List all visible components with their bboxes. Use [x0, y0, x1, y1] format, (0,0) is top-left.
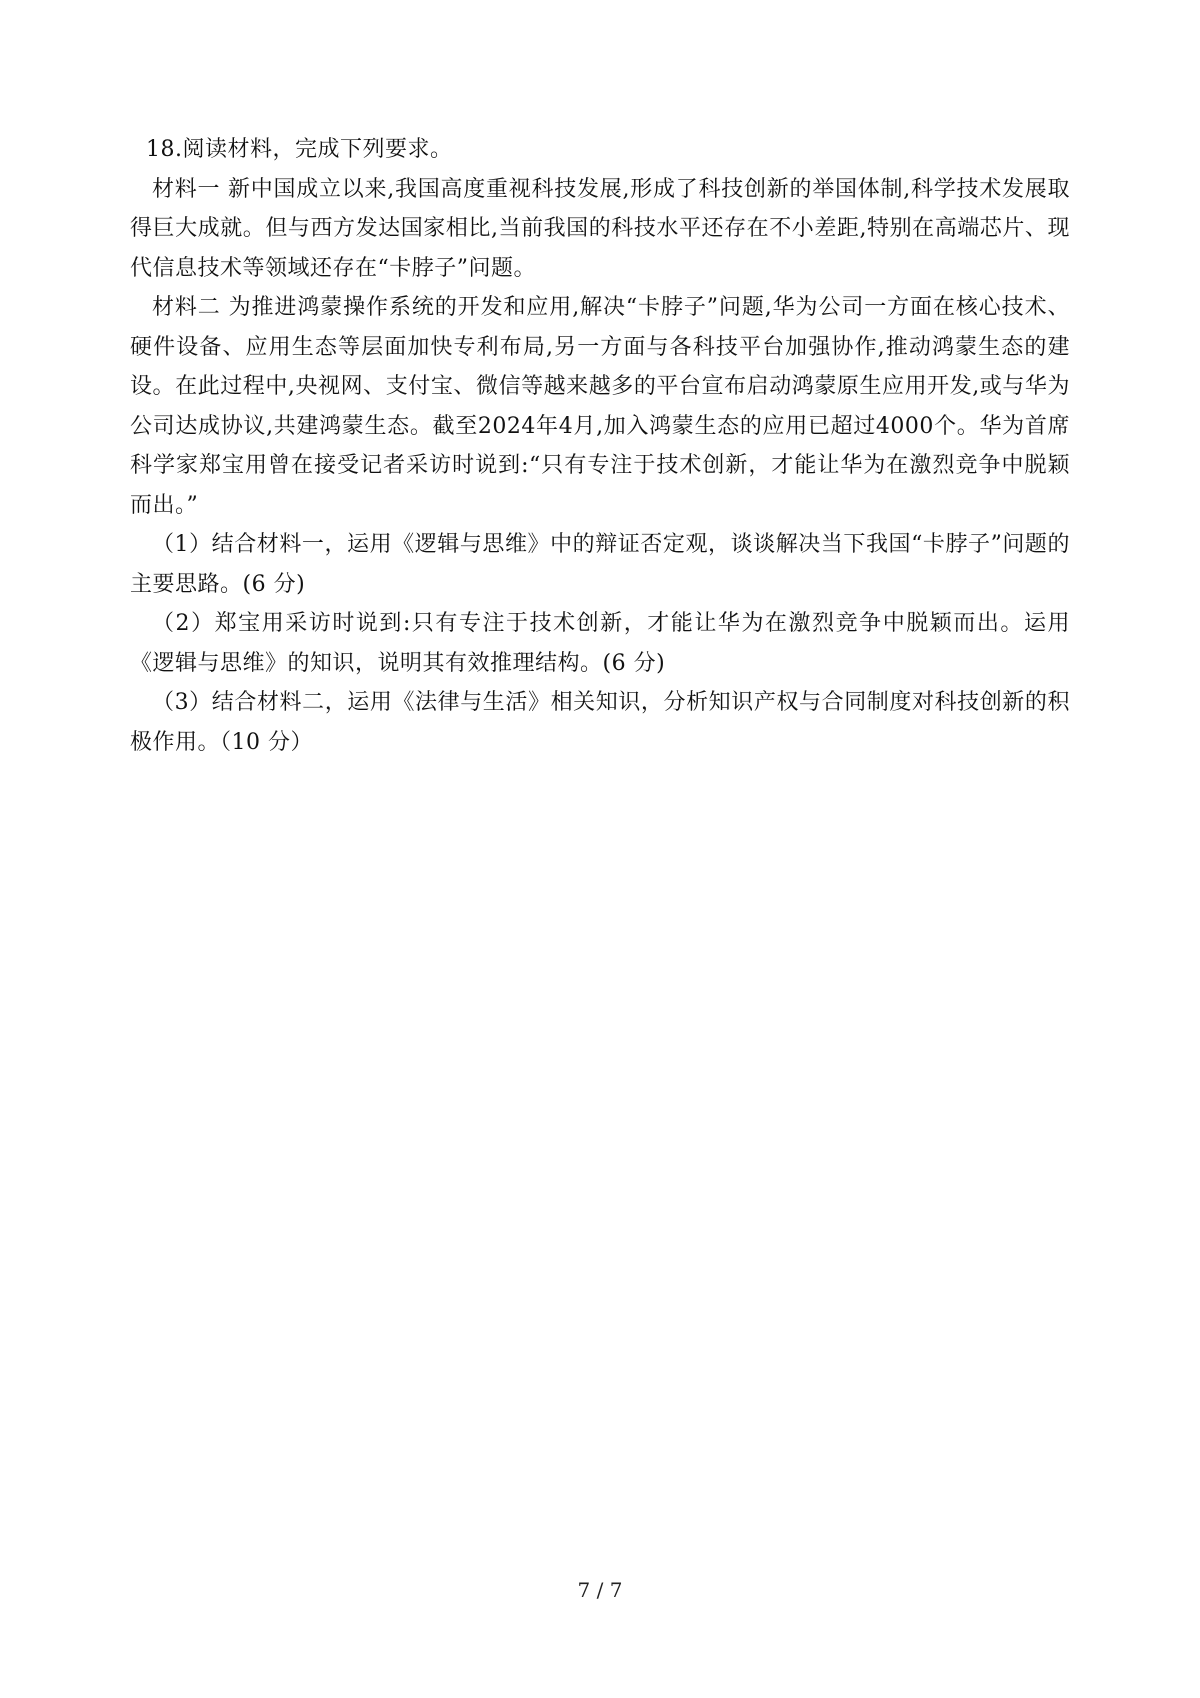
- material-two: 材料二 为推进鸿蒙操作系统的开发和应用,解决“卡脖子”问题,华为公司一方面在核心技术、硬件设备、应用生态等层面加快专利布局,另一方面与各科技平台加强协作,推动鸿蒙生态的建设。在此过程中,央视网、支付宝、微信等越来越多的平台宣布启动鸿蒙原生应用开发,或与华为公司达成协议,共建鸿蒙生态。截至2024年4月,加入鸿蒙生态的应用已超过4000个。华为首席科学家郑宝用曾在接受记者采访时说到:“只有专注于技术创新，才能让华为在激烈竞争中脱颖而出。”: [130, 295, 1070, 518]
- page-number: 7 / 7: [577, 1578, 623, 1602]
- sub-question-3: （3）结合材料二，运用《法律与生活》相关知识，分析知识产权与合同制度对科技创新的积极作用。（10 分）: [130, 690, 1070, 755]
- sub-question-1: （1）结合材料一，运用《逻辑与思维》中的辩证否定观，谈谈解决当下我国“卡脖子”问题的主要思路。(6 分): [130, 532, 1070, 597]
- question-heading: 18.阅读材料，完成下列要求。: [146, 137, 453, 162]
- material-one: 材料一 新中国成立以来,我国高度重视科技发展,形成了科技创新的举国体制,科学技术发展取得巨大成就。但与西方发达国家相比,当前我国的科技水平还存在不小差距,特别在高端芯片、现代信息技术等领域还存在“卡脖子”问题。: [130, 176, 1070, 281]
- question-block: [130, 130, 1070, 762]
- sub-question-2: （2）郑宝用采访时说到:只有专注于技术创新，才能让华为在激烈竞争中脱颖而出。运用《逻辑与思维》的知识，说明其有效推理结构。(6 分): [130, 611, 1070, 676]
